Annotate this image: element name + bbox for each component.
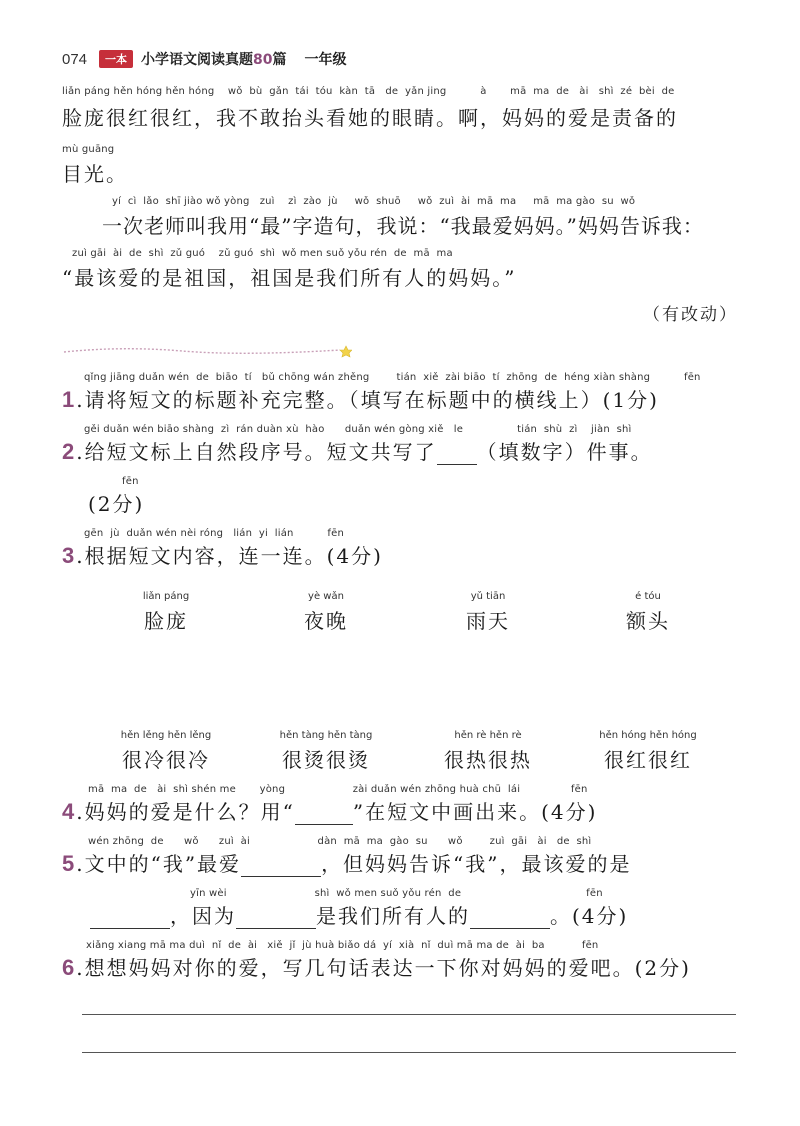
match-bottom-pinyin: hěn rè hěn rè [454, 730, 522, 741]
pinyin-line: xiǎng xiang mā ma duì nǐ de ài xiě jǐ jù huà biǎo dá yí xià nǐ duì mā ma de ài ba fēn [86, 940, 599, 951]
match-bottom-item[interactable]: 很烫很烫 [282, 748, 370, 772]
question-number: 2 [62, 439, 77, 464]
question-5-continued: ，因为 是我们所有人的 。(4分) [90, 900, 628, 929]
pinyin-line: fēn [122, 476, 139, 487]
question-2: 2.给短文标上自然段序号。短文共写了 （填数字）件事。 [62, 439, 653, 464]
dotted-divider [62, 344, 352, 358]
question-number: 6 [62, 955, 77, 980]
match-top-pinyin: yǔ tiān [470, 591, 506, 602]
story-line: 一次老师叫我用“最”字造句，我说：“我最爱妈妈。”妈妈告诉我： [102, 214, 704, 238]
answer-blank[interactable] [241, 858, 321, 877]
match-top-item[interactable]: 雨天 [466, 609, 510, 633]
story-line: “最该爱的是祖国，祖国是我们所有人的妈妈。” [62, 266, 517, 290]
brand-logo: 一本 [99, 50, 133, 68]
question-3: 3.根据短文内容，连一连。(4分) [62, 543, 383, 568]
question-4: 4.妈妈的爱是什么？用“ ”在短文中画出来。(4分) [62, 799, 598, 824]
match-bottom-pinyin: hěn hóng hěn hóng [599, 730, 697, 741]
match-bottom-pinyin: hěn tàng hěn tàng [279, 730, 373, 741]
pinyin-line: liǎn páng hěn hóng hěn hóng wǒ bù gǎn tái tóu kàn tā de yǎn jing à mā ma de ài shì zé bèi de [62, 86, 675, 97]
pinyin-line: wén zhōng de wǒ zuì ài dàn mā ma gào su wǒ zuì gāi ài de shì [88, 836, 592, 847]
page-number: 074 [62, 50, 88, 68]
writing-line[interactable] [82, 1014, 736, 1015]
page-header [62, 48, 347, 70]
story-line: 脸庞很红很红，我不敢抬头看她的眼睛。啊，妈妈的爱是责备的 [62, 106, 678, 130]
question-number: 5 [62, 851, 77, 876]
answer-blank[interactable] [236, 910, 316, 929]
answer-blank[interactable] [437, 446, 477, 465]
match-bottom-pinyin: hěn lěng hěn lěng [120, 730, 212, 741]
match-bottom-item[interactable]: 很红很红 [604, 748, 692, 772]
pinyin-line: gēn jù duǎn wén nèi róng lián yi lián fēn [84, 528, 344, 539]
match-top-pinyin: liǎn páng [142, 591, 190, 602]
pinyin-line: mā ma de ài shì shén me yòng zài duǎn wén zhōng huà chū lái fēn [88, 784, 588, 795]
book-title: 小学语文阅读真题80篇 [141, 52, 287, 68]
match-top-item[interactable]: 额头 [626, 609, 670, 633]
question-6: 6.想想妈妈对你的爱，写几句话表达一下你对妈妈的爱吧。(2分) [62, 955, 691, 980]
writing-line[interactable] [82, 1052, 736, 1053]
match-top-item[interactable]: 脸庞 [144, 609, 188, 633]
question-number: 4 [62, 799, 77, 824]
question-number: 1 [62, 387, 77, 412]
match-bottom-item[interactable]: 很冷很冷 [122, 748, 210, 772]
score-label: (2分) [88, 492, 145, 516]
question-number: 3 [62, 543, 77, 568]
pinyin-line: mù guāng [62, 144, 115, 155]
pinyin-line: yí cì lǎo shī jiào wǒ yòng zuì zì zào jù wǒ shuō wǒ zuì ài mā ma mā ma gào su wǒ [112, 196, 636, 207]
answer-blank[interactable] [295, 806, 353, 825]
match-bottom-item[interactable]: 很热很热 [444, 748, 532, 772]
match-top-pinyin: é tóu [635, 591, 661, 602]
answer-blank[interactable] [470, 910, 550, 929]
answer-blank[interactable] [90, 910, 170, 929]
pinyin-line: yīn wèi shì wǒ men suǒ yǒu rén de fēn [190, 888, 603, 899]
pinyin-line: zuì gāi ài de shì zǔ guó zǔ guó shì wǒ men suǒ yǒu rén de mā ma [72, 248, 453, 259]
grade-label: 一年级 [304, 52, 347, 68]
match-top-pinyin: yè wǎn [308, 591, 344, 602]
question-5: 5.文中的“我”最爱 ，但妈妈告诉“我”，最该爱的是 [62, 851, 632, 876]
pinyin-line: gěi duǎn wén biāo shàng zì rán duàn xù hào duǎn wén gòng xiě le tián shù zì jiàn shì [84, 424, 632, 435]
story-line: 目光。 [62, 162, 128, 186]
question-1: 1.请将短文的标题补充完整。（填写在标题中的横线上）(1分) [62, 387, 659, 412]
star-icon [340, 346, 352, 357]
match-top-item[interactable]: 夜晚 [304, 609, 348, 633]
pinyin-line: qǐng jiāng duǎn wén de biāo tí bǔ chōng wán zhěng tián xiě zài biāo tí zhōng de héng xiàn shàng fēn [84, 372, 701, 383]
source-note: （有改动） [643, 305, 738, 325]
